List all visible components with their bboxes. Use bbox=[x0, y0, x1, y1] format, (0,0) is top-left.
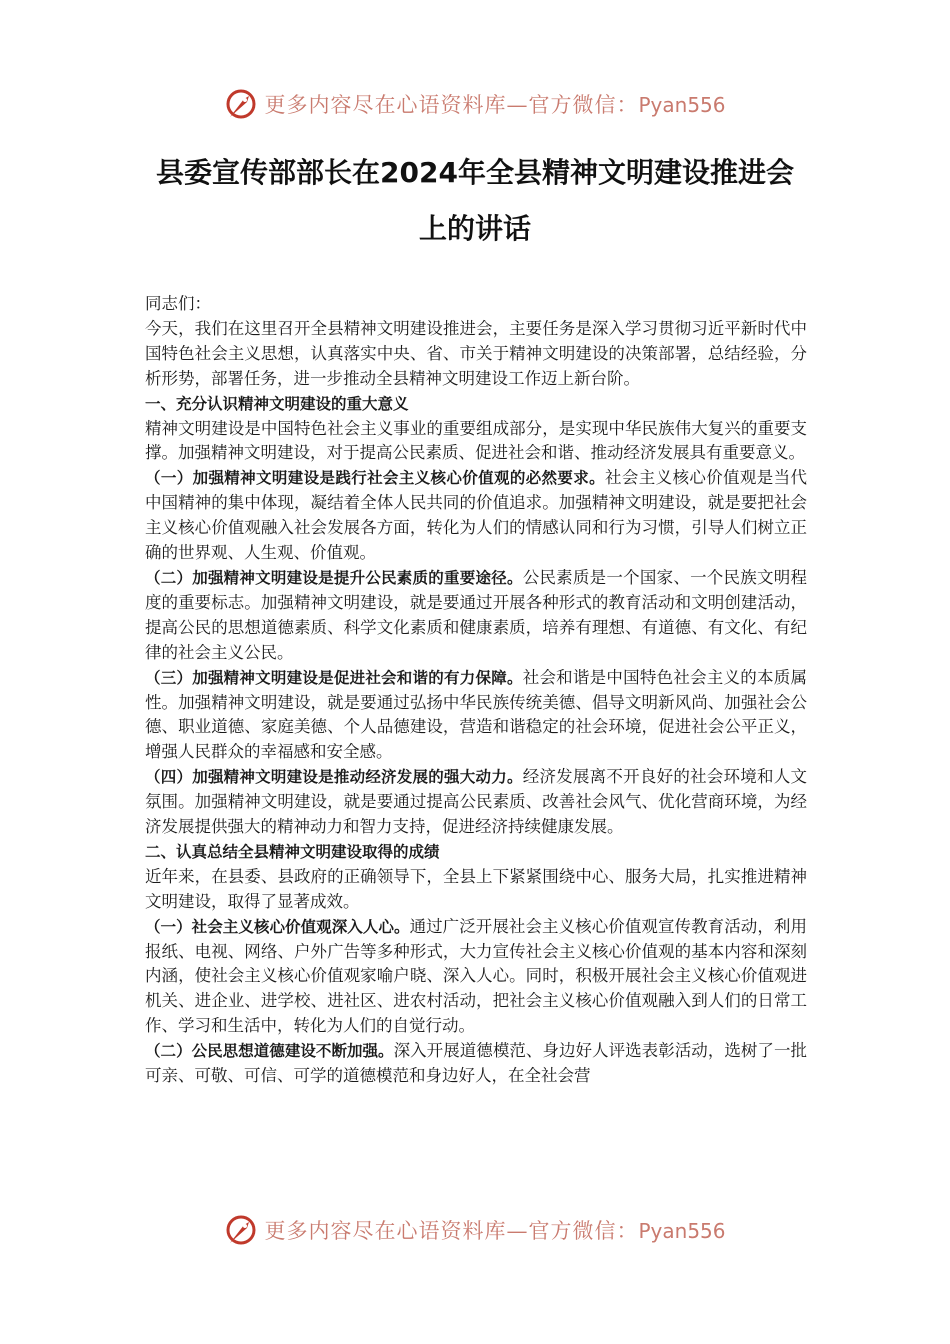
section-1-body: 精神文明建设是中国特色社会主义事业的重要组成部分，是实现中华民族伟大复兴的重要支撑。加强精神文明建设，对于提高公民素质、促进社会和谐、推动经济发展具有重要意义。 bbox=[145, 418, 807, 463]
section-1-item-2 bbox=[145, 566, 807, 666]
document-title bbox=[130, 145, 820, 257]
item-lead: （二）公民思想道德建设不断加强。 bbox=[145, 1042, 394, 1061]
section-2-item-1 bbox=[145, 915, 807, 1040]
title-line-2: 上的讲话 bbox=[418, 212, 531, 245]
watermark-text: 更多内容尽在心语资料库—官方微信：Pyan556 bbox=[264, 1219, 726, 1243]
item-lead: （三）加强精神文明建设是促进社会和谐的有力保障。 bbox=[145, 668, 523, 687]
watermark-banner-top bbox=[0, 84, 950, 124]
item-text: 社会主义核心价值观是当代中国精神的集中体现，凝结着全体人民共同的价值追求。加强精神文明建设，就是要把社会主义核心价值观融入社会发展各方面，转化为人们的情感认同和行为习惯，引导人们树立正确的世界观、人生观、价值观。 bbox=[145, 468, 807, 563]
section-1-item-1 bbox=[145, 466, 807, 566]
salutation: 同志们： bbox=[145, 294, 211, 313]
pen-nib-logo-icon bbox=[224, 87, 258, 121]
section-2-body: 近年来，在县委、县政府的正确领导下，全县上下紧紧围绕中心、服务大局，扎实推进精神文明建设，取得了显著成效。 bbox=[145, 866, 807, 911]
pen-nib-logo-icon bbox=[224, 1213, 258, 1247]
document-body bbox=[145, 292, 807, 1089]
item-lead: （一）社会主义核心价值观深入人心。 bbox=[145, 917, 410, 936]
watermark-banner-bottom bbox=[0, 1210, 950, 1250]
section-1-item-4 bbox=[145, 765, 807, 840]
item-text: 通过广泛开展社会主义核心价值观宣传教育活动，利用报纸、电视、网络、户外广告等多种形式，大力宣传社会主义核心价值观的基本内容和深刻内涵，使社会主义核心价值观家喻户晓、深入人心。同时，积极开展社会主义核心价值观进机关、进企业、进学校、进社区、进农村活动，把社会主义核心价值观融入到人们的日常工作、学习和生活中，转化为人们的自觉行动。 bbox=[145, 916, 807, 1036]
watermark-text: 更多内容尽在心语资料库—官方微信：Pyan556 bbox=[264, 93, 726, 117]
section-1-heading: 一、充分认识精神文明建设的重大意义 bbox=[145, 394, 409, 413]
item-lead: （二）加强精神文明建设是提升公民素质的重要途径。 bbox=[145, 568, 523, 587]
item-text: 经济发展离不开良好的社会环境和人文氛围。加强精神文明建设，就是要通过提高公民素质、改善社会风气、优化营商环境，为经济发展提供强大的精神动力和智力支持，促进经济持续健康发展。 bbox=[145, 767, 807, 837]
section-2-heading: 二、认真总结全县精神文明建设取得的成绩 bbox=[145, 842, 440, 861]
item-lead: （四）加强精神文明建设是推动经济发展的强大动力。 bbox=[145, 768, 523, 787]
item-lead: （一）加强精神文明建设是践行社会主义核心价值观的必然要求。 bbox=[145, 469, 606, 488]
section-1-item-3 bbox=[145, 666, 807, 766]
item-text: 社会和谐是中国特色社会主义的本质属性。加强精神文明建设，就是要通过弘扬中华民族传统美德、倡导文明新风尚、加强社会公德、职业道德、家庭美德、个人品德建设，营造和谐稳定的社会环境，促进社会公平正义，增强人民群众的幸福感和安全感。 bbox=[145, 667, 807, 762]
title-line-1: 县委宣传部部长在2024年全县精神文明建设推进会 bbox=[156, 156, 794, 189]
intro-paragraph: 今天，我们在这里召开全县精神文明建设推进会，主要任务是深入学习贯彻习近平新时代中国特色社会主义思想，认真落实中央、省、市关于精神文明建设的决策部署，总结经验，分析形势，部署任务，进一步推动全县精神文明建设工作迈上新台阶。 bbox=[145, 318, 807, 388]
item-text: 公民素质是一个国家、一个民族文明程度的重要标志。加强精神文明建设，就是要通过开展各种形式的教育活动和文明创建活动，提高公民的思想道德素质、科学文化素质和健康素质，培养有理想、有道德、有文化、有纪律的社会主义公民。 bbox=[145, 567, 807, 662]
section-2-item-2 bbox=[145, 1039, 807, 1089]
item-text: 深入开展道德模范、身边好人评选表彰活动，选树了一批可亲、可敬、可信、可学的道德模范和身边好人，在全社会营 bbox=[145, 1041, 807, 1086]
